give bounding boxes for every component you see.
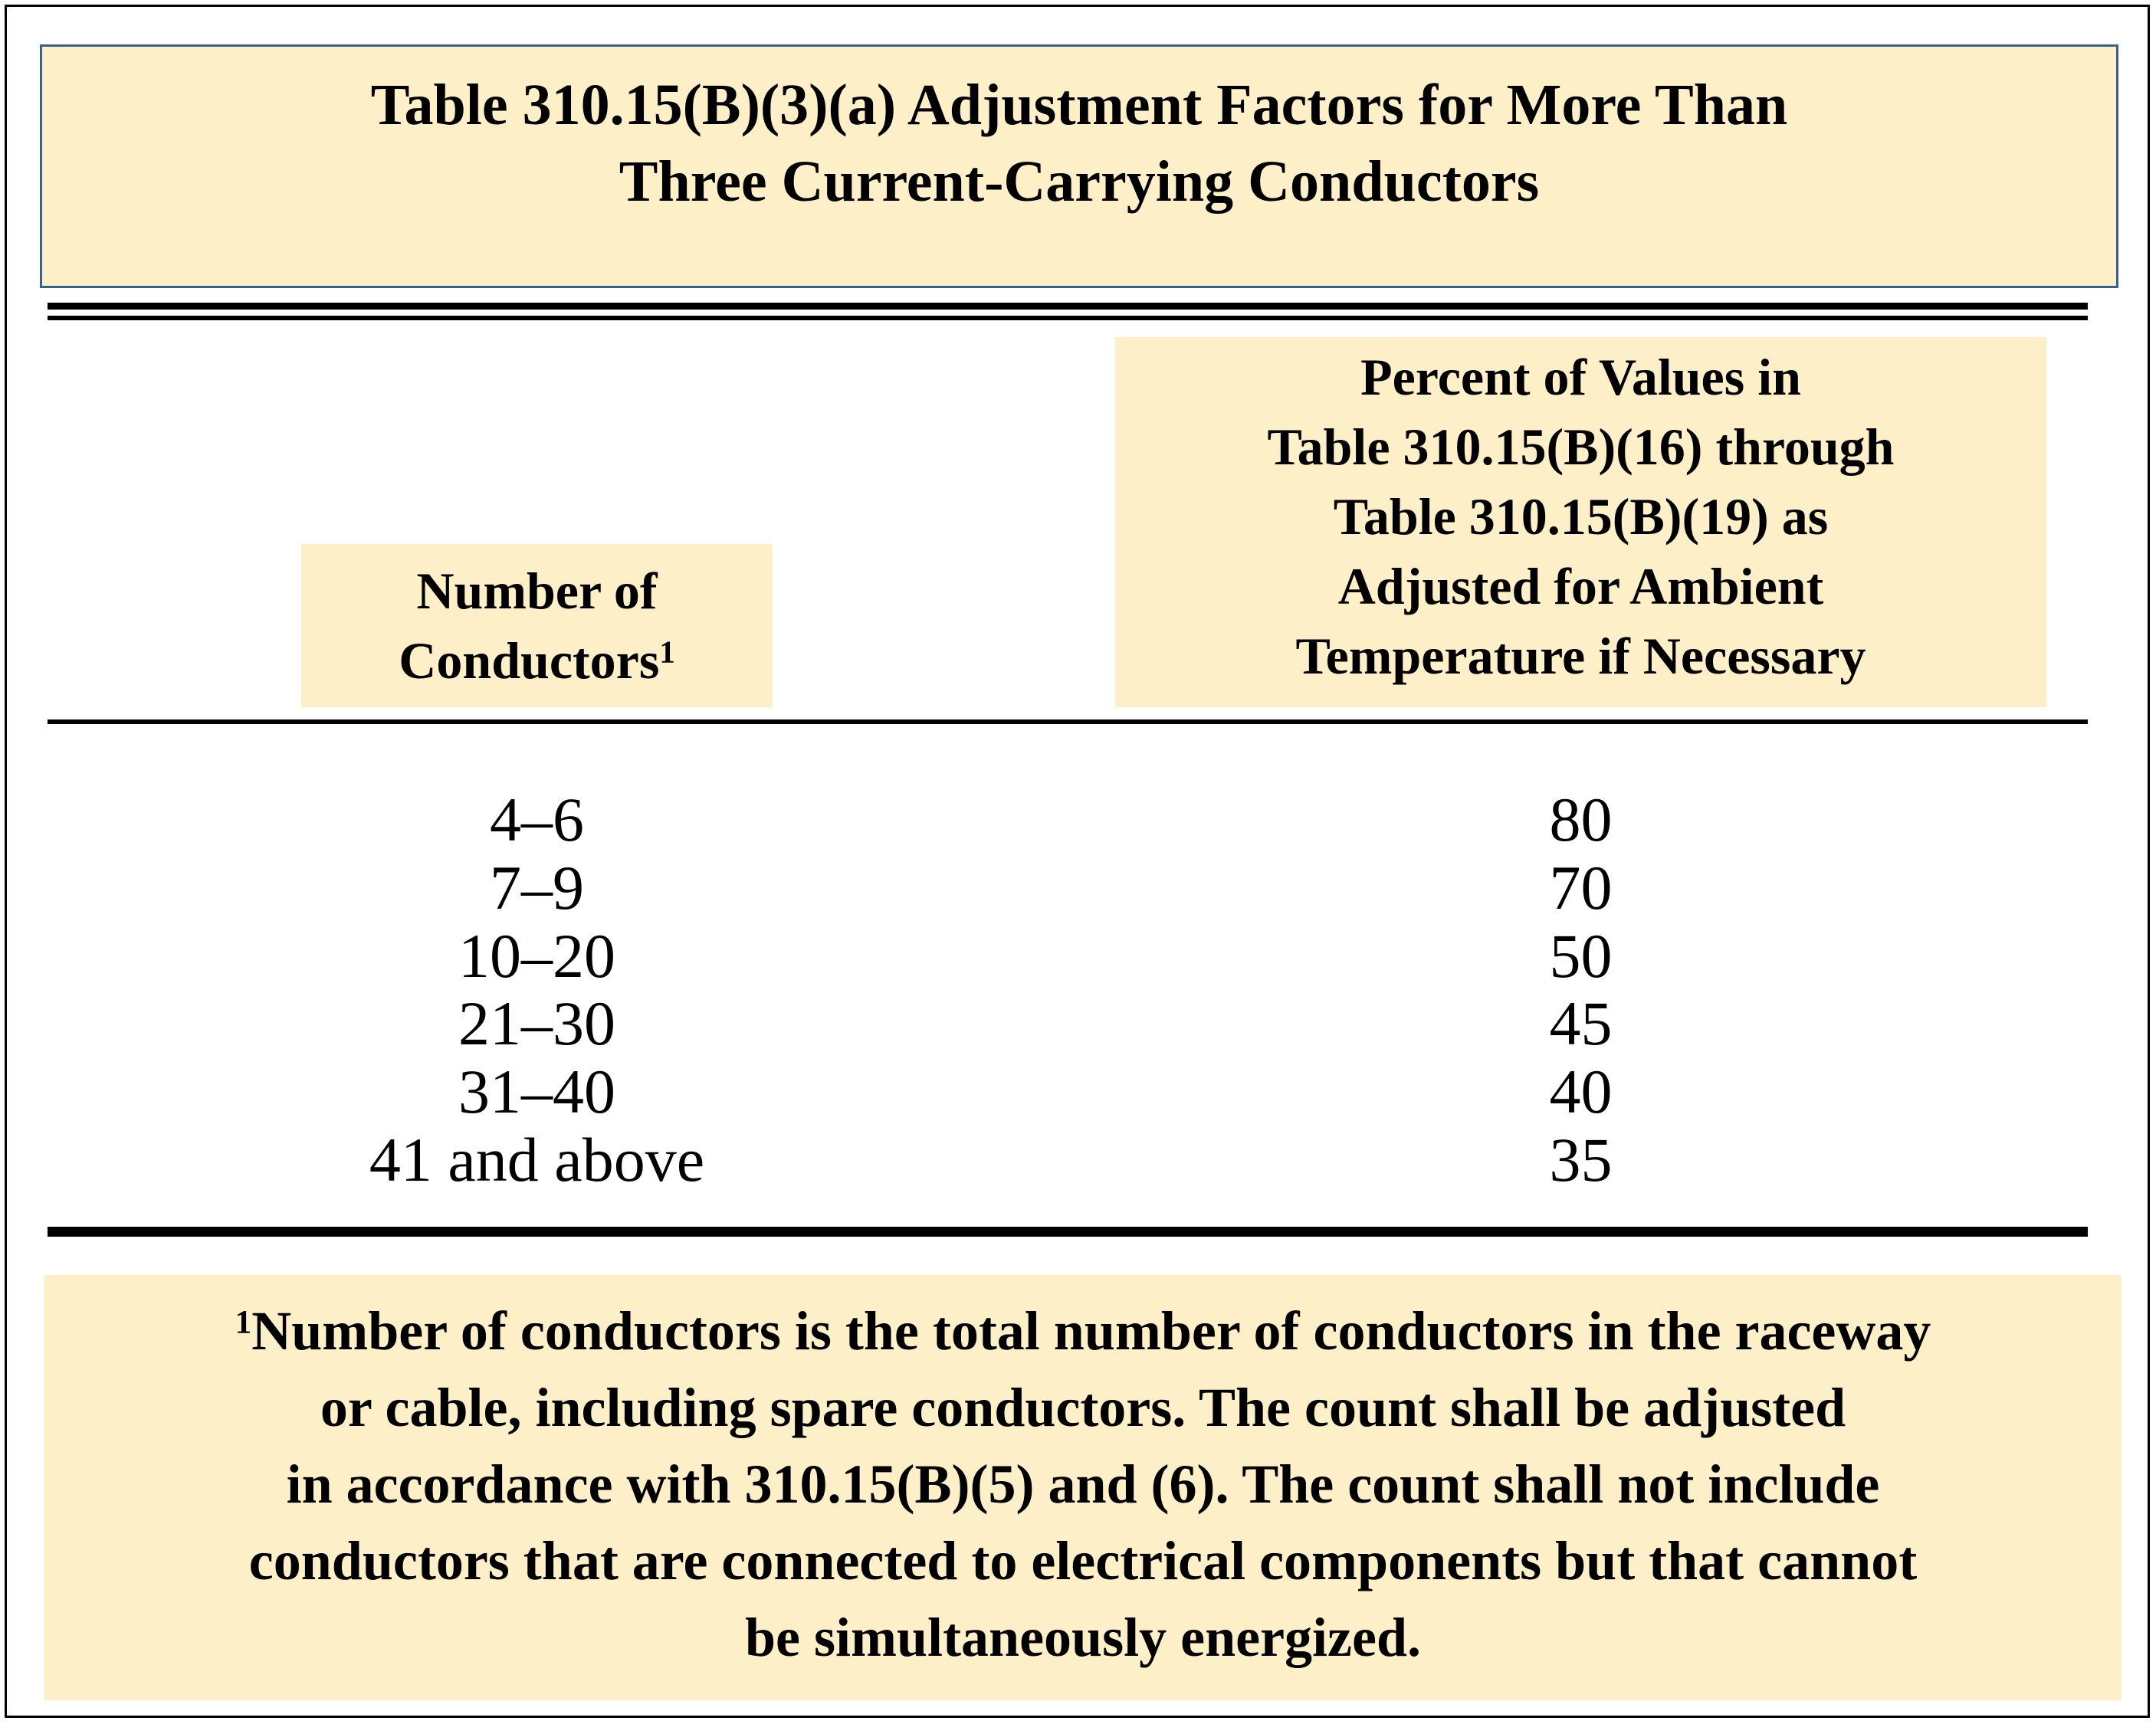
footnote-line-2: or cable, including spare conductors. The count shall be adjusted bbox=[320, 1377, 1846, 1438]
header-right-line-2: Table 310.15(B)(16) through bbox=[1267, 418, 1895, 476]
header-right-line-1: Percent of Values in bbox=[1360, 348, 1801, 406]
table-cell-percent: 45 bbox=[1549, 988, 1613, 1059]
table-cell-percent: 80 bbox=[1549, 785, 1613, 854]
table-cell-conductors: 41 and above bbox=[369, 1124, 705, 1195]
bottom-rule bbox=[48, 1227, 2088, 1237]
footnote-reference: 1 bbox=[659, 634, 675, 670]
table-cell-percent: 70 bbox=[1549, 852, 1613, 923]
footnote-line-1-text: Number of conductors is the total number of conductors in the raceway bbox=[251, 1300, 1931, 1362]
footnote-line-4: conductors that are connected to electrical components but that cannot bbox=[248, 1530, 1918, 1591]
header-left-line-1: Number of bbox=[416, 562, 658, 620]
table-title bbox=[40, 44, 2118, 288]
header-right-line-4: Adjusted for Ambient bbox=[1337, 557, 1824, 615]
table-cell-conductors: 4–6 bbox=[490, 785, 584, 854]
footnote-line-1 bbox=[44, 1293, 2122, 1369]
footnote-line-3: in accordance with 310.15(B)(5) and (6). The count shall not include bbox=[286, 1454, 1880, 1515]
header-left-line-2-text: Conductors bbox=[399, 631, 660, 690]
table-cell-conductors: 31–40 bbox=[458, 1057, 615, 1127]
table-cell-percent: 35 bbox=[1549, 1124, 1613, 1195]
header-left-line-2 bbox=[301, 626, 773, 696]
table-cell-conductors: 7–9 bbox=[490, 852, 584, 923]
table-cell-percent: 40 bbox=[1549, 1057, 1613, 1127]
table-cell-percent: 50 bbox=[1549, 920, 1613, 991]
percent-column bbox=[1115, 786, 2046, 1195]
header-rule bbox=[48, 719, 2088, 724]
footnote-mark: 1 bbox=[235, 1304, 252, 1341]
table-title-line-2: Three Current-Carrying Conductors bbox=[619, 149, 1540, 214]
table-title-line-1: Table 310.15(B)(3)(a) Adjustment Factors for More Than bbox=[370, 73, 1788, 137]
header-right-line-5: Temperature if Necessary bbox=[1295, 627, 1866, 685]
table-cell-conductors: 10–20 bbox=[458, 920, 615, 991]
header-number-of-conductors bbox=[301, 544, 773, 707]
table-cell-conductors: 21–30 bbox=[458, 988, 615, 1059]
top-rule-thin bbox=[48, 316, 2088, 320]
conductors-column bbox=[301, 786, 773, 1195]
footnote bbox=[44, 1275, 2122, 1700]
header-percent-of-values bbox=[1115, 337, 2046, 707]
header-right-line-3: Table 310.15(B)(19) as bbox=[1333, 487, 1829, 546]
footnote-line-5: be simultaneously energized. bbox=[745, 1607, 1421, 1668]
top-rule-thick bbox=[48, 303, 2088, 310]
